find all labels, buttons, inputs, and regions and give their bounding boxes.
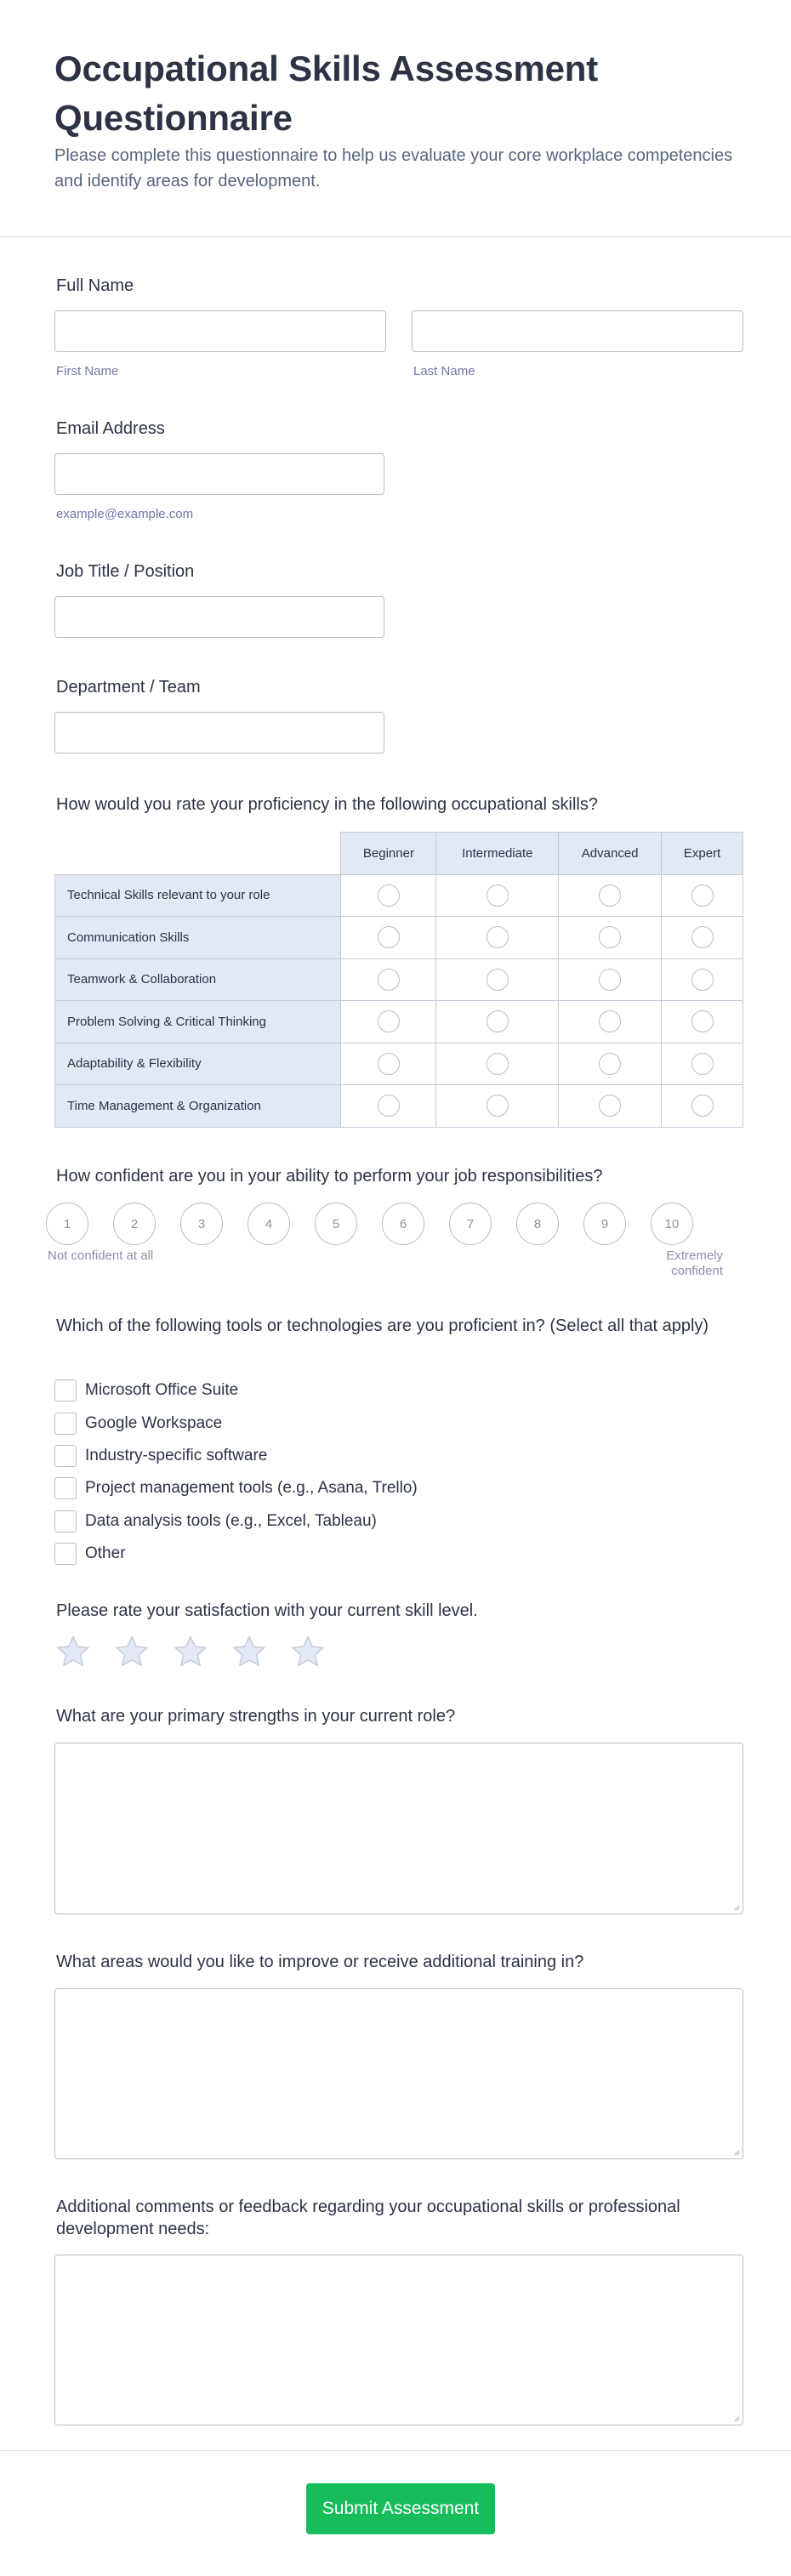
matrix-radio[interactable] xyxy=(378,884,400,907)
checkbox-option[interactable] xyxy=(54,1538,418,1570)
first-name-sublabel: First Name xyxy=(56,364,119,378)
checkbox[interactable] xyxy=(54,1379,77,1402)
footer-divider xyxy=(0,2450,791,2451)
checkbox-label: Google Workspace xyxy=(85,1413,223,1432)
checkbox-label: Other xyxy=(85,1544,126,1563)
job-title-field xyxy=(54,560,384,638)
strengths-question xyxy=(54,1704,743,1728)
scale-option[interactable]: 6 xyxy=(382,1203,424,1245)
scale-option[interactable]: 1 xyxy=(46,1203,88,1245)
matrix-radio[interactable] xyxy=(691,1010,714,1032)
form-header xyxy=(0,0,791,237)
scale-option[interactable]: 2 xyxy=(113,1203,156,1245)
star-icon[interactable] xyxy=(289,1633,327,1670)
matrix-radio[interactable] xyxy=(487,884,509,907)
comments-textarea[interactable] xyxy=(54,2255,743,2425)
email-field xyxy=(54,417,384,521)
scale-low-label: Not confident at all xyxy=(48,1248,154,1263)
star-icon[interactable] xyxy=(113,1633,151,1670)
resize-grip-icon[interactable] xyxy=(732,1903,740,1911)
matrix-column-header: Intermediate xyxy=(436,833,559,875)
department-input[interactable] xyxy=(54,712,384,753)
matrix-radio[interactable] xyxy=(691,1095,714,1117)
matrix-row xyxy=(55,1043,743,1085)
matrix-radio[interactable] xyxy=(691,926,714,948)
checkbox-label: Data analysis tools (e.g., Excel, Tableau) xyxy=(85,1511,377,1530)
matrix-row xyxy=(55,917,743,959)
matrix-radio[interactable] xyxy=(691,969,714,991)
form-description: Please complete this questionnaire to help us evaluate your core workplace competencies and identify areas for development. xyxy=(54,146,733,190)
checkbox-label: Industry-specific software xyxy=(85,1446,268,1464)
matrix-radio[interactable] xyxy=(691,884,714,907)
proficiency-label: How would you rate your proficiency in the following occupational skills? xyxy=(56,795,598,814)
matrix-row-label: Communication Skills xyxy=(55,917,341,959)
scale-option[interactable]: 5 xyxy=(315,1203,357,1245)
matrix-radio[interactable] xyxy=(487,1053,509,1075)
matrix-radio[interactable] xyxy=(599,1095,621,1117)
full-name-label: Full Name xyxy=(56,276,134,295)
checkbox-label: Microsoft Office Suite xyxy=(85,1381,239,1400)
department-label: Department / Team xyxy=(56,678,201,697)
matrix-radio[interactable] xyxy=(487,926,509,948)
matrix-column-header: Advanced xyxy=(559,833,662,875)
confidence-scale xyxy=(46,1203,709,1247)
satisfaction-label: Please rate your satisfaction with your current skill level. xyxy=(56,1601,478,1620)
matrix-row xyxy=(55,958,743,1001)
checkbox-option[interactable] xyxy=(54,1505,418,1538)
resize-grip-icon[interactable] xyxy=(732,2414,740,2422)
matrix-radio[interactable] xyxy=(487,969,509,991)
email-label: Email Address xyxy=(56,419,165,438)
star-rating xyxy=(54,1633,348,1670)
matrix-column-header: Beginner xyxy=(341,833,436,875)
checkbox[interactable] xyxy=(54,1477,77,1499)
matrix-corner xyxy=(55,833,341,875)
email-input[interactable] xyxy=(54,453,384,495)
checkbox[interactable] xyxy=(54,1543,77,1565)
matrix-radio[interactable] xyxy=(691,1053,714,1075)
matrix-radio[interactable] xyxy=(599,1053,621,1075)
matrix-radio[interactable] xyxy=(378,926,400,948)
department-field xyxy=(54,675,384,753)
strengths-label: What are your primary strengths in your current role? xyxy=(56,1707,456,1726)
scale-option[interactable]: 8 xyxy=(516,1203,559,1245)
checkbox-option[interactable] xyxy=(54,1472,418,1504)
scale-option[interactable]: 7 xyxy=(449,1203,492,1245)
matrix-radio[interactable] xyxy=(599,926,621,948)
form-title: Occupational Skills Assessment Questionnaire xyxy=(54,48,599,138)
matrix-radio[interactable] xyxy=(487,1010,509,1032)
matrix-radio[interactable] xyxy=(487,1095,509,1117)
checkbox[interactable] xyxy=(54,1510,77,1533)
checkbox[interactable] xyxy=(54,1445,77,1467)
matrix-radio[interactable] xyxy=(378,1010,400,1032)
job-title-input[interactable] xyxy=(54,596,384,638)
matrix-radio[interactable] xyxy=(599,969,621,991)
last-name-input[interactable] xyxy=(412,310,743,352)
resize-grip-icon[interactable] xyxy=(732,2148,740,2156)
matrix-row-label: Time Management & Organization xyxy=(55,1085,341,1128)
matrix-radio[interactable] xyxy=(378,969,400,991)
matrix-radio[interactable] xyxy=(378,1053,400,1075)
checkbox-label: Project management tools (e.g., Asana, Trello) xyxy=(85,1479,418,1498)
matrix-row xyxy=(55,1085,743,1128)
scale-high-label: Extremely confident xyxy=(666,1248,723,1278)
improve-textarea[interactable] xyxy=(54,1988,743,2159)
star-icon[interactable] xyxy=(172,1633,209,1670)
confidence-question xyxy=(54,1164,743,1188)
comments-label: Additional comments or feedback regarding your occupational skills or professional development needs: xyxy=(56,2198,680,2238)
job-title-label: Job Title / Position xyxy=(56,562,195,581)
submit-button[interactable]: Submit Assessment xyxy=(306,2483,495,2534)
tools-question xyxy=(54,1314,714,1338)
matrix-radio[interactable] xyxy=(599,884,621,907)
first-name-input[interactable] xyxy=(54,310,386,352)
checkbox-option[interactable] xyxy=(54,1440,418,1472)
improve-label: What areas would you like to improve or receive additional training in? xyxy=(56,1953,584,1971)
scale-option[interactable]: 4 xyxy=(248,1203,290,1245)
star-icon[interactable] xyxy=(230,1633,268,1670)
matrix-row xyxy=(55,874,743,917)
scale-option[interactable]: 10 xyxy=(651,1203,693,1245)
matrix-row xyxy=(55,1001,743,1043)
satisfaction-question xyxy=(54,1599,743,1623)
scale-option[interactable]: 3 xyxy=(180,1203,223,1245)
scale-option[interactable]: 9 xyxy=(583,1203,626,1245)
improve-question xyxy=(54,1950,743,1974)
matrix-row-label: Adaptability & Flexibility xyxy=(55,1043,341,1085)
last-name-sublabel: Last Name xyxy=(413,364,475,378)
matrix-row-label: Problem Solving & Critical Thinking xyxy=(55,1001,341,1043)
checkbox-option[interactable] xyxy=(54,1407,418,1439)
proficiency-question xyxy=(54,793,743,816)
matrix-row-label: Teamwork & Collaboration xyxy=(55,958,341,1001)
matrix-row-label: Technical Skills relevant to your role xyxy=(55,874,341,917)
matrix-radio[interactable] xyxy=(378,1095,400,1117)
star-icon[interactable] xyxy=(54,1633,92,1670)
full-name-field xyxy=(54,274,743,378)
matrix-radio[interactable] xyxy=(599,1010,621,1032)
proficiency-matrix xyxy=(54,832,743,1128)
confidence-label: How confident are you in your ability to perform your job responsibilities? xyxy=(56,1167,603,1186)
tools-label: Which of the following tools or technologies are you proficient in? (Select all that apply) xyxy=(56,1316,709,1335)
checkbox[interactable] xyxy=(54,1413,77,1435)
checkbox-option[interactable] xyxy=(54,1374,418,1407)
matrix-column-header: Expert xyxy=(662,833,743,875)
comments-question xyxy=(54,2196,731,2240)
email-sublabel: example@example.com xyxy=(56,507,194,521)
tools-checkbox-list xyxy=(54,1374,418,1570)
strengths-textarea[interactable] xyxy=(54,1743,743,1914)
